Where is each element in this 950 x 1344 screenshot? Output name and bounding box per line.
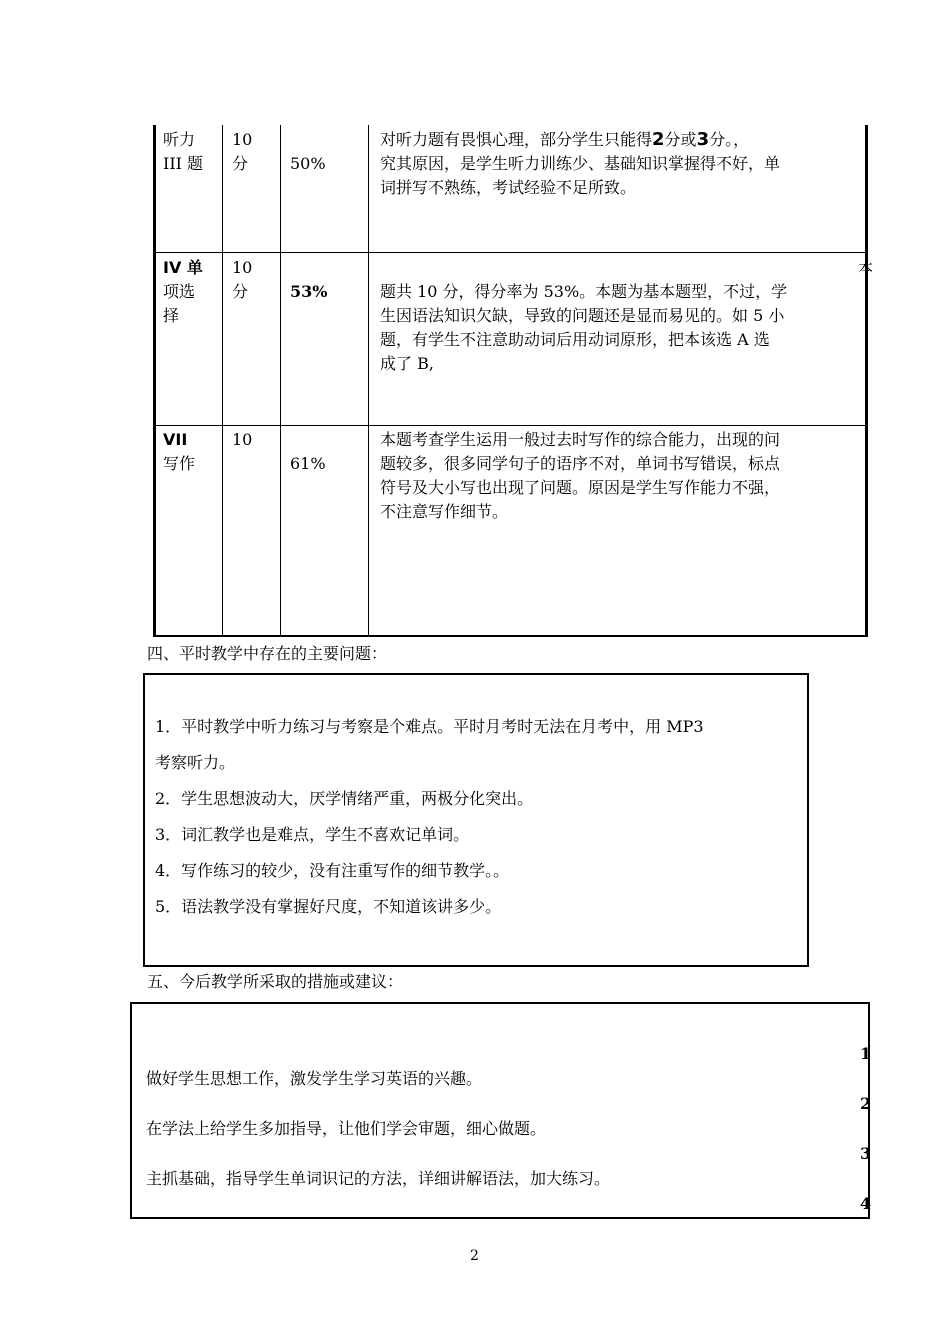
table-row-analysis: 题共 10 分，得分率为 53%。本题为基本题型，不过，学 生因语法知识欠缺，导致的问题还是显而易见的。如 5 小 题，有学生不注意助动词后用动词原形，把本该选 A 选 成了 B, [380, 282, 788, 373]
table-row-rate: 53% [290, 282, 328, 301]
list-item: 5．语法教学没有掌握好尺度，不知道该讲多少。 [155, 897, 502, 916]
list-item: 主抓基础，指导学生单词识记的方法，详细讲解语法，加大练习。 [146, 1169, 611, 1188]
overflow-char: 本 [858, 259, 874, 277]
table-row-divider [153, 425, 868, 426]
page-number: 2 [470, 1248, 479, 1264]
table-row-divider [153, 252, 868, 253]
table-row-score: 10 分 [232, 258, 253, 301]
table-row-item: VII 写作 [163, 430, 196, 473]
list-item: 做好学生思想工作，激发学生学习英语的兴趣。 [146, 1069, 483, 1088]
section4-heading: 四、平时教学中存在的主要问题： [147, 644, 388, 663]
table-row-score: 10 分 [232, 130, 253, 173]
table-divider [280, 125, 281, 637]
list-item: 3．词汇教学也是难点，学生不喜欢记单词。 [155, 825, 470, 844]
section4-list [155, 715, 805, 931]
table-row-analysis: 对听力题有畏惧心理，部分学生只能得2分或3分。， 究其原因，是学生听力训练少、基础知识掌握得不好，单 词拼写不熟练，考试经验不足所致。 [380, 129, 781, 197]
table-row-analysis: 本题考查学生运用一般过去时写作的综合能力，出现的问 题较多，很多同学句子的语序不对，单词书写错误，标点 符号及大小写也出现了问题。原因是学生写作能力不强， 不注意写作细节。 [380, 430, 781, 521]
table-divider [222, 125, 223, 637]
table-border-left [153, 125, 156, 637]
list-item: 考察听力。 [155, 753, 236, 772]
table-row-item: IV 单 项选 择 [163, 258, 203, 325]
item-number: 4 [860, 1194, 872, 1213]
table-border-bottom [153, 635, 868, 637]
item-number: 2 [860, 1094, 872, 1113]
list-item: 1．平时教学中听力练习与考察是个难点。平时月考时无法在月考中，用 MP3 [155, 717, 704, 736]
section5-heading: 五、今后教学所采取的措施或建议： [147, 972, 404, 991]
section4-box [143, 673, 809, 967]
section5-box [130, 1002, 870, 1219]
list-item: 2．学生思想波动大，厌学情绪严重，两极分化突出。 [155, 789, 534, 808]
table-border-right [865, 125, 868, 637]
list-item: 在学法上给学生多加指导，让他们学会审题，细心做题。 [146, 1119, 547, 1138]
table-row-rate: 61% [290, 454, 326, 473]
table-row-item: 听力 III 题 [163, 130, 204, 173]
table-divider [368, 125, 369, 637]
list-item: 4．写作练习的较少，没有注重写作的细节教学。。 [155, 861, 510, 880]
table-row-score: 10 [232, 430, 253, 449]
item-number: 3 [860, 1144, 872, 1163]
item-number: 1 [860, 1044, 872, 1063]
table-row-rate: 50% [290, 154, 326, 173]
